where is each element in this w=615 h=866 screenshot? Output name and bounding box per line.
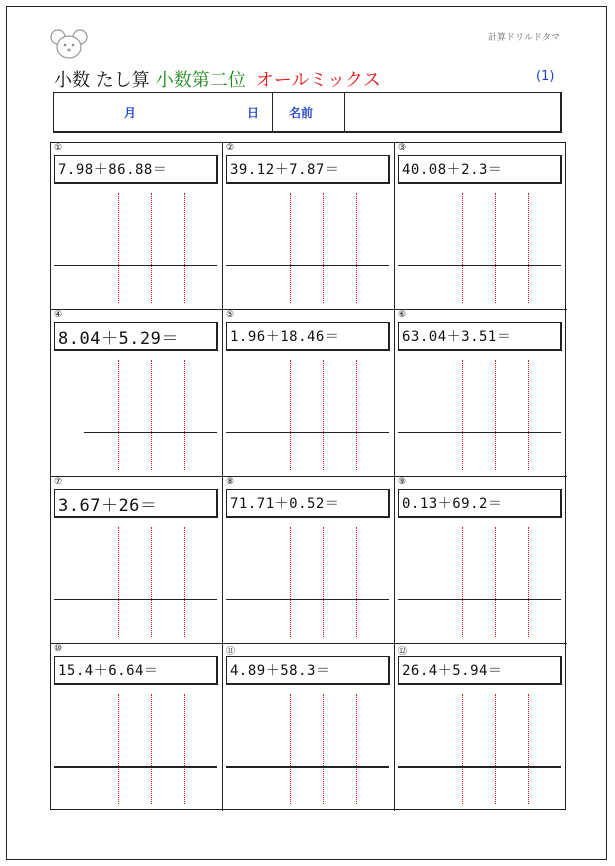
answer-line: [398, 599, 561, 600]
day-label: 日: [247, 106, 260, 120]
problem-expression: 0.13＋69.2＝: [398, 489, 562, 518]
answer-area[interactable]: [226, 772, 390, 806]
problem-number: ⑧: [226, 477, 235, 487]
answer-line: [398, 766, 561, 768]
problem-expression: 63.04＋3.51＝: [398, 322, 562, 351]
answer-area[interactable]: [226, 605, 390, 639]
problem-expression: 1.96＋18.46＝: [226, 322, 390, 351]
problem-cell: [223, 477, 395, 644]
problem-number: ⑪: [226, 647, 236, 657]
title-level: 小数第二位: [155, 70, 246, 91]
answer-area[interactable]: [398, 271, 562, 305]
answer-line: [84, 432, 217, 433]
problem-cell: [223, 143, 395, 310]
name-date-bar: [53, 92, 562, 133]
title-topic: 小数 たし算: [54, 70, 150, 91]
problem-number: ③: [398, 143, 407, 153]
problem-expression: 26.4＋5.94＝: [398, 656, 562, 685]
name-label: 名前: [289, 106, 314, 120]
problem-cell: [51, 143, 223, 310]
problem-expression: 15.4＋6.64＝: [54, 656, 218, 685]
answer-area[interactable]: [398, 605, 562, 639]
answer-area[interactable]: [226, 438, 390, 472]
problem-number: ①: [54, 143, 63, 153]
problem-expression: 7.98＋86.88＝: [54, 155, 218, 184]
month-field[interactable]: [54, 93, 218, 131]
problem-number: ⑤: [226, 310, 235, 320]
problem-expression: 39.12＋7.87＝: [226, 155, 390, 184]
answer-line: [226, 432, 389, 433]
problem-grid: [50, 142, 566, 810]
answer-line: [398, 265, 561, 266]
problem-expression: 40.08＋2.3＝: [398, 155, 562, 184]
problem-cell: [395, 477, 567, 644]
problem-number: ⑦: [54, 477, 63, 487]
answer-line: [226, 766, 389, 768]
mouse-logo-icon: [50, 28, 88, 60]
problem-cell: [51, 310, 223, 477]
problem-cell: [223, 310, 395, 477]
answer-line: [54, 766, 217, 768]
problem-cell: [395, 143, 567, 310]
problem-expression: 71.71＋0.52＝: [226, 489, 390, 518]
problem-number: ⑥: [398, 310, 407, 320]
problem-number: ⑫: [398, 647, 408, 657]
page-title: [54, 66, 381, 92]
problem-number: ④: [54, 310, 63, 320]
problem-number: ⑩: [54, 644, 63, 654]
month-label: 月: [124, 106, 137, 120]
answer-line: [54, 265, 217, 266]
problem-cell: [395, 310, 567, 477]
problem-number: ⑨: [398, 477, 407, 487]
answer-line: [226, 265, 389, 266]
answer-area[interactable]: [398, 438, 562, 472]
problem-cell: [51, 477, 223, 644]
day-field[interactable]: [218, 93, 273, 131]
answer-area[interactable]: [54, 772, 218, 806]
answer-area[interactable]: [54, 605, 218, 639]
problem-expression: 3.67＋26＝: [54, 489, 218, 518]
problem-number: ②: [226, 143, 235, 153]
answer-area[interactable]: [398, 772, 562, 806]
answer-line: [398, 432, 561, 433]
brand-label: 計算ドリルドタマ: [488, 33, 561, 43]
problem-cell: [395, 644, 567, 811]
answer-area[interactable]: [54, 438, 218, 472]
title-mode: オールミックス: [255, 70, 381, 91]
name-label-cell: [273, 93, 345, 131]
name-field[interactable]: [345, 93, 561, 131]
answer-line: [54, 599, 217, 600]
answer-line: [226, 599, 389, 600]
page-number: (1): [536, 69, 555, 84]
problem-expression: 8.04＋5.29＝: [54, 322, 218, 351]
answer-area[interactable]: [54, 271, 218, 305]
problem-cell: [51, 644, 223, 811]
problem-cell: [223, 644, 395, 811]
answer-area[interactable]: [226, 271, 390, 305]
problem-expression: 4.89＋58.3＝: [226, 656, 390, 685]
